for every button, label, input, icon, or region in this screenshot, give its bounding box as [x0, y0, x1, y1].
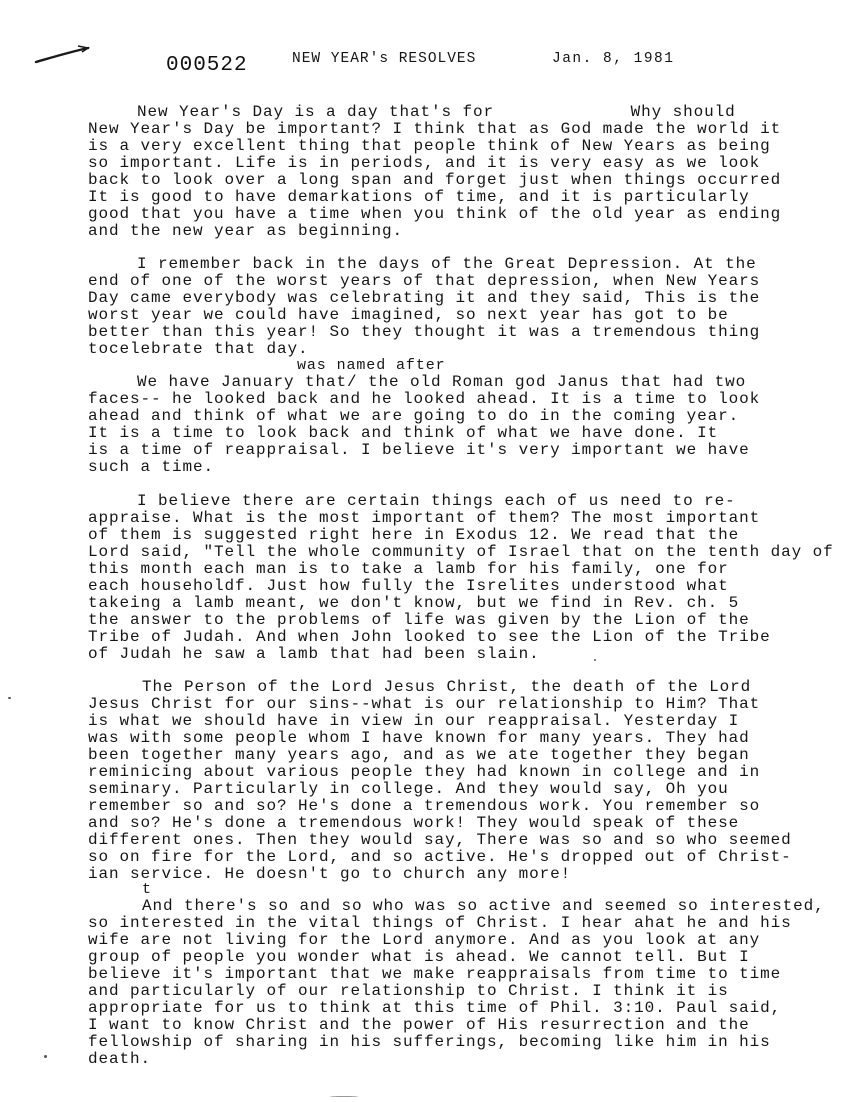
body-line: good that you have a time when you think of the old year as ending	[88, 205, 782, 223]
body-line: remember so and so? He's done a tremendous work. You remember so	[88, 797, 761, 815]
document-header	[0, 50, 850, 82]
body-line: worst year we could have imagined, so next year has got to be	[88, 306, 729, 324]
body-line: Lord said, "Tell the whole community of Israel that on the tenth day of	[88, 543, 834, 561]
body-line: back to look over a long span and forget just when things occurred	[88, 171, 782, 189]
body-line: was with some people whom I have known for many years. They had	[88, 729, 750, 747]
body-line: of them is suggested right here in Exodus 12. We read that the	[88, 526, 740, 544]
document-title: NEW YEAR's RESOLVES	[292, 51, 477, 67]
body-line: It is a time to look back and think of what we have done. It	[88, 424, 719, 442]
body-line: been together many years ago, and as we ate together they began	[88, 746, 750, 764]
body-line: We have January that/ the old Roman god Janus that had two	[137, 373, 747, 391]
body-line: Tribe of Judah. And when John looked to see the Lion of the Tribe	[88, 628, 771, 646]
body-line: end of one of the worst years of that depression, when New Years	[88, 272, 761, 290]
body-line: such a time.	[88, 458, 215, 476]
body-line: of Judah he saw a lamb that had been slain.	[88, 645, 540, 663]
body-line: I remember back in the days of the Great Depression. At the	[137, 255, 757, 273]
body-line: reminicing about various people they had known in college and in	[88, 763, 761, 781]
body-line: It is good to have demarkations of time, and it is particularly	[88, 188, 750, 206]
body-line: The Person of the Lord Jesus Christ, the death of the Lord	[142, 678, 752, 696]
body-line: wife are not living for the Lord anymore. And as you look at any	[88, 931, 761, 949]
body-line: takeing a lamb meant, we don't know, but we find in Rev. ch. 5	[88, 594, 740, 612]
body-line: the answer to the problems of life was given by the Lion of the	[88, 611, 750, 629]
scan-speck	[44, 1055, 47, 1058]
body-line: New Year's Day is a day that's for Why should	[137, 103, 736, 121]
body-line: I believe there are certain things each of us need to re-	[137, 492, 736, 510]
body-line: so important. Life is in periods, and it is very easy as we look	[88, 154, 761, 172]
body-line: And there's so and so who was so active and seemed so interested,	[142, 897, 825, 915]
scan-speck	[594, 659, 596, 661]
body-line: is what we should have in view in our reappraisal. Yesterday I	[88, 712, 740, 730]
body-line: so interested in the vital things of Christ. I hear ahat he and his	[88, 914, 792, 932]
body-line: fellowship of sharing in his sufferings, becoming like him in his	[88, 1033, 771, 1051]
body-line: and the new year as beginning.	[88, 222, 404, 240]
body-line: ian service. He doesn't go to church any more!	[88, 865, 572, 883]
body-line: tocelebrate that day.	[88, 340, 309, 358]
body-line: this month each man is to take a lamb for his family, one for	[88, 560, 729, 578]
body-line: faces-- he looked back and he looked ahead. It is a time to look	[88, 390, 761, 408]
body-line: group of people you wonder what is ahead. We cannot tell. But I	[88, 948, 750, 966]
document-date: Jan. 8, 1981	[552, 51, 675, 67]
scan-speck	[330, 1096, 358, 1097]
body-line: so on fire for the Lord, and so active. He's dropped out of Christ-	[88, 848, 792, 866]
document-number: 000522	[166, 54, 248, 77]
handwritten-insert: was named after	[297, 357, 446, 374]
body-line: I want to know Christ and the power of His resurrection and the	[88, 1016, 750, 1034]
body-line: different ones. Then they would say, There was so and so who seemed	[88, 831, 792, 849]
body-line: and so? He's done a tremendous work! They would speak of these	[88, 814, 740, 832]
body-line: death.	[88, 1050, 152, 1068]
body-line: Day came everybody was celebrating it and they said, This is the	[88, 289, 761, 307]
scan-speck	[8, 697, 11, 699]
body-line: ahead and think of what we are going to do in the coming year.	[88, 407, 740, 425]
body-line: Jesus Christ for our sins--what is our relationship to Him? That	[88, 695, 761, 713]
body-line: appraise. What is the most important of them? The most important	[88, 509, 761, 527]
body-line: seminary. Particularly in college. And they would say, Oh you	[88, 780, 729, 798]
body-line: and particularly of our relationship to Christ. I think it is	[88, 982, 729, 1000]
body-line: each householdf. Just how fully the Isrelites understood what	[88, 577, 729, 595]
body-line: appropriate for us to think at this time of Phil. 3:10. Paul said,	[88, 999, 782, 1017]
body-line: is a very excellent thing that people think of New Years as being	[88, 137, 771, 155]
handwritten-insert: t	[142, 881, 152, 898]
body-line: New Year's Day be important? I think that as God made the world it	[88, 120, 782, 138]
body-line: is a time of reappraisal. I believe it's very important we have	[88, 441, 750, 459]
body-line: believe it's important that we make reappraisals from time to time	[88, 965, 782, 983]
body-line: better than this year! So they thought it was a tremendous thing	[88, 323, 761, 341]
